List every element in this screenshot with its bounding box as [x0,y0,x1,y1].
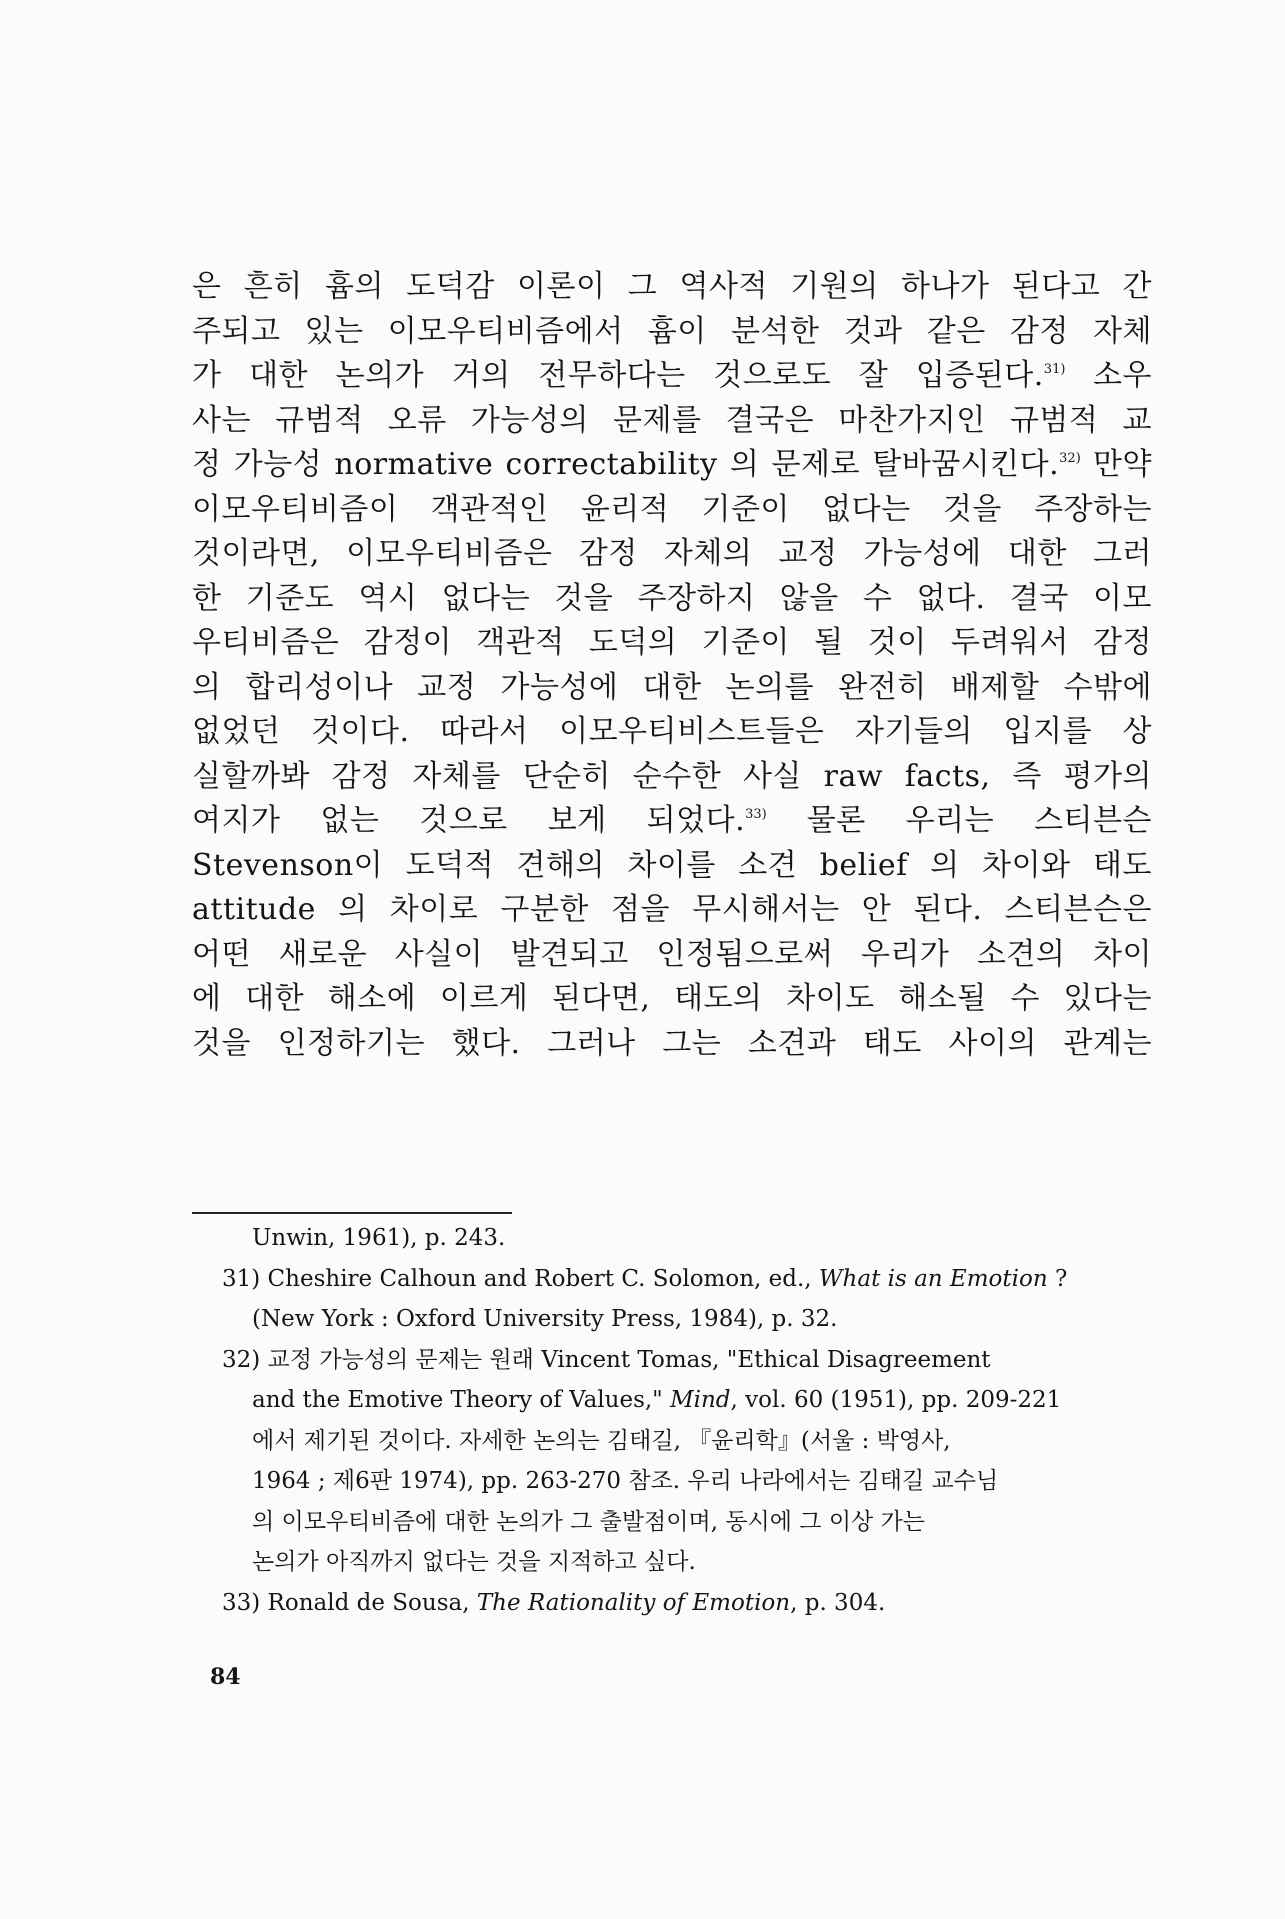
body-line: 우티비즘은 감정이 객관적 도덕의 기준이 될 것이 두려워서 감정 [192,625,1152,660]
footnote-ref: 33) [745,807,767,822]
footnote-31-cont: (New York : Oxford University Press, 1984), p. 32. [252,1306,838,1332]
body-line: 여지가 없는 것으로 보게 되었다.$^{33)}$ 물론 우리는 스티븐슨 [192,803,1152,838]
body-line: 한 기준도 역시 없다는 것을 주장하지 않을 수 없다. 결국 이모 [192,580,1152,616]
page-number: 84 [210,1664,241,1690]
footnote-divider [192,1212,512,1214]
footnote-ref: 32) [1059,451,1081,466]
footnote-32: 32) 교정 가능성의 문제는 원래 Vincent Tomas, "Ethical Disagreement [222,1346,991,1373]
footnote-31: 31) Cheshire Calhoun and Robert C. Solomon, ed., What is an Emotion ? [222,1265,1068,1292]
footnote-continuation: Unwin, 1961), p. 243. [252,1225,506,1251]
body-line: 사는 규범적 오류 가능성의 문제를 결국은 마찬가지인 규범적 교 [192,402,1152,438]
footnotes [222,1218,1152,1623]
body-line: Stevenson이 도덕적 견해의 차이를 소견 belief 의 차이와 태도 [192,847,1152,883]
body-line: 없었던 것이다. 따라서 이모우티비스트들은 자기들의 입지를 상 [192,714,1152,749]
footnote-33: 33) Ronald de Sousa, The Rationality of Emotion, p. 304. [222,1589,886,1616]
body-line: 것이라면, 이모우티비즘은 감정 자체의 교정 가능성에 대한 그러 [192,536,1152,571]
footnote-32-cont: 에서 제기된 것이다. 자세한 논의는 김태길, 『윤리학』(서울 : 박영사, [252,1427,951,1454]
footnote-ref: 31) [1043,362,1066,377]
footnote-32-cont: 1964 ; 제6판 1974), pp. 263-270 참조. 우리 나라에서는 김태길 교수님 [252,1468,999,1494]
body-line: 가 대한 논의가 거의 전무하다는 것으로도 잘 입증된다.$^{31)}$ 소우 [192,358,1152,393]
body-line: 은 흔히 흄의 도덕감 이론이 그 역사적 기원의 하나가 된다고 간 [192,269,1152,304]
body-line: attitude 의 차이로 구분한 점을 무시해서는 안 된다. 스티븐슨은 [192,892,1152,927]
body-line: 주되고 있는 이모우티비즘에서 흄이 분석한 것과 같은 감정 자체 [192,313,1152,349]
footnote-32-cont: 논의가 아직까지 없다는 것을 지적하고 싶다. [252,1549,696,1575]
footnote-32-cont: and the Emotive Theory of Values," Mind, vol. 60 (1951), pp. 209-221 [252,1387,1062,1413]
footnote-32-cont: 의 이모우티비즘에 대한 논의가 그 출발점이며, 동시에 그 이상 가는 [252,1508,925,1535]
body-line: 것을 인정하기는 했다. 그러나 그는 소견과 태도 사이의 관계는 [192,1025,1152,1061]
body-line: 이모우티비즘이 객관적인 윤리적 기준이 없다는 것을 주장하는 [192,491,1152,527]
body-line: 의 합리성이나 교정 가능성에 대한 논의를 완전히 배제할 수밖에 [192,669,1152,705]
body-line: 에 대한 해소에 이르게 된다면, 태도의 차이도 해소될 수 있다는 [192,981,1152,1016]
body-line: 어떤 새로운 사실이 발견되고 인정됨으로써 우리가 소견의 차이 [192,936,1152,972]
book-title: What is an Emotion [818,1265,1048,1292]
journal-title: Mind [670,1387,731,1413]
book-title: The Rationality of Emotion [476,1589,791,1616]
body-line: 실할까봐 감정 자체를 단순히 순수한 사실 raw facts, 즉 평가의 [192,758,1152,794]
body-line: 정 가능성 normative correctability 의 문제로 탈바꿈시킨다.$^{32)}$ 만약 [192,447,1152,482]
body-text [192,265,1152,1066]
